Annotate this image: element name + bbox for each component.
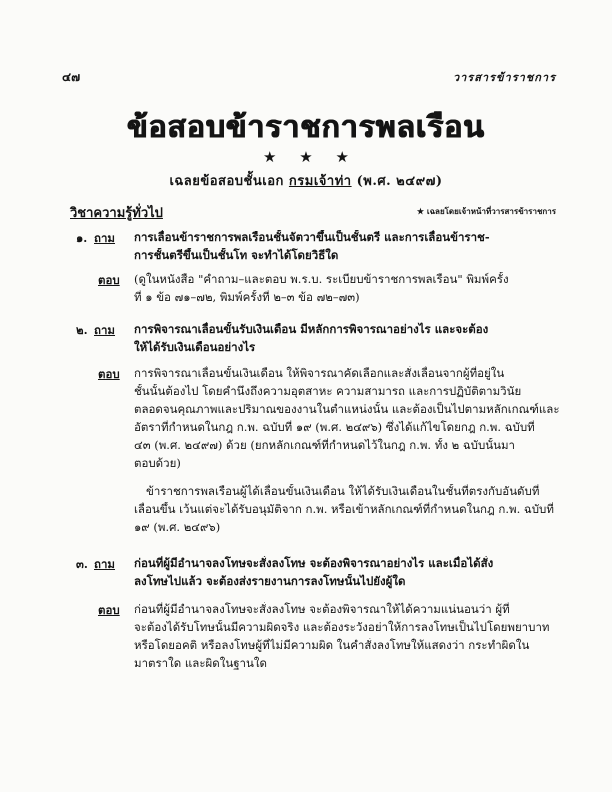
section-row	[70, 202, 556, 220]
question-1-line-2: การชั้นตรีขึ้นเป็นชั้นโท จะทำได้โดยวิธีใด	[134, 248, 339, 262]
answer-2-line-5: ๔๓ (พ.ศ. ๒๔๙๗) ด้วย (ยกหลักเกณฑ์ที่กำหนดไว้ในกฎ ก.พ. ทั้ง ๒ ฉบับนั้นมา	[134, 438, 516, 452]
question-3-label: ถาม	[94, 557, 116, 571]
answer-3-label: ตอบ	[98, 603, 120, 617]
answer-1-label: ตอบ	[98, 273, 120, 287]
question-3-line-2: ลงโทษไปแล้ว จะต้องส่งรายงานการลงโทษนั้นไปยังผู้ใด	[134, 574, 406, 588]
page-number: ๔๗	[62, 70, 81, 84]
section-note-text: เฉลยโดยเจ้าหน้าที่วารสารข้าราชการ	[426, 206, 556, 216]
answer-3-line-3: หรือโดยอคติ หรือลงโทษผู้ที่ไม่มีความผิด ในคำสั่งลงโทษให้แสดงว่า กระทำผิดใน	[134, 638, 530, 652]
star-icon: ★	[416, 206, 425, 216]
question-2-line-1: การพิจารณาเลื่อนขั้นรับเงินเดือน มีหลักการพิจารณาอย่างไร และจะต้อง	[134, 322, 489, 336]
answer-3-line-2: จะต้องได้รับโทษนั้นมีความผิดจริง และต้องระวังอย่าให้การลงโทษเป็นไปโดยพยาบาท	[134, 620, 550, 634]
answer-2-line-6: ตอบด้วย)	[134, 456, 181, 470]
subtitle-year: (พ.ศ. ๒๔๙๗)	[356, 174, 443, 189]
question-3-line-1: ก่อนที่ผู้มีอำนาจลงโทษจะสั่งลงโทษ จะต้องพิจารณาอย่างไร และเมื่อได้สั่ง	[134, 556, 494, 570]
question-2-label: ถาม	[94, 323, 116, 337]
answer-2-line-3: ตลอดจนคุณภาพและปริมาณของงานในตำแหน่งนั้น และต้องเป็นไปตามหลักเกณฑ์และ	[134, 402, 560, 416]
running-head: วารสารข้าราชการ	[452, 71, 556, 84]
answer-2-line-2: ชั้นนั้นต้องไป โดยคำนึงถึงความอุตสาหะ ความสามารถ และการปฏิบัติตามวินัย	[134, 384, 522, 398]
answer-3-line-4: มาตราใด และผิดในฐานใด	[134, 656, 267, 670]
answer-2-line-7: ข้าราชการพลเรือนผู้ได้เลื่อนขั้นเงินเดือน ให้ได้รับเงินเดือนในชั้นที่ตรงกับอันดับที่	[146, 484, 540, 498]
question-2-line-2: ให้ได้รับเงินเดือนอย่างไร	[134, 340, 256, 354]
subtitle-department: กรมเจ้าท่า	[288, 174, 352, 189]
answer-1-line-2: ที่ ๑ ข้อ ๗๑–๗๒, พิมพ์ครั้งที่ ๒–๓ ข้อ ๗๒–๗๓)	[134, 290, 360, 304]
section-note	[417, 205, 556, 218]
question-3-number: ๓.	[76, 557, 88, 571]
question-1-label: ถาม	[94, 231, 116, 245]
page-title: ข้อสอบข้าราชการพลเรือน	[127, 110, 485, 145]
answer-2-line-8: เลื่อนขึ้น เว้นแต่จะได้รับอนุมัติจาก ก.พ. หรือเข้าหลักเกณฑ์ที่กำหนดในกฎ ก.พ. ฉบับที่	[134, 502, 554, 516]
answer-3-line-1: ก่อนที่ผู้มีอำนาจลงโทษจะสั่งลงโทษ จะต้องพิจารณาให้ได้ความแน่นอนว่า ผู้ที่	[134, 602, 510, 616]
answer-2-label: ตอบ	[98, 367, 120, 381]
question-1-line-1: การเลื่อนข้าราชการพลเรือนชั้นจัตวาขึ้นเป็นชั้นตรี และการเลื่อนข้าราช-	[134, 230, 490, 244]
subtitle	[0, 170, 612, 191]
question-2-number: ๒.	[76, 323, 88, 337]
section-heading: วิชาความรู้ทั่วไป	[70, 206, 163, 221]
answer-2-line-1: การพิจารณาเลื่อนขั้นเงินเดือน ให้พิจารณาคัดเลือกและสั่งเลื่อนจากผู้ที่อยู่ใน	[134, 366, 505, 380]
answer-1-line-1: (ดูในหนังสือ "คำถาม–และตอบ พ.ร.บ. ระเบียบข้าราชการพลเรือน" พิมพ์ครั้ง	[134, 272, 509, 286]
answer-2-line-9: ๑๙ (พ.ศ. ๒๔๙๖)	[134, 520, 221, 534]
star-divider: ★ ★ ★	[263, 148, 349, 166]
subtitle-prefix: เฉลยข้อสอบชั้นเอก	[169, 174, 284, 189]
answer-2-line-4: อัตราที่กำหนดในกฎ ก.พ. ฉบับที่ ๑๙ (พ.ศ. ๒๔๙๖) ซึ่งได้แก้ไขโดยกฎ ก.พ. ฉบับที่	[134, 420, 535, 434]
question-1-number: ๑.	[76, 231, 88, 245]
